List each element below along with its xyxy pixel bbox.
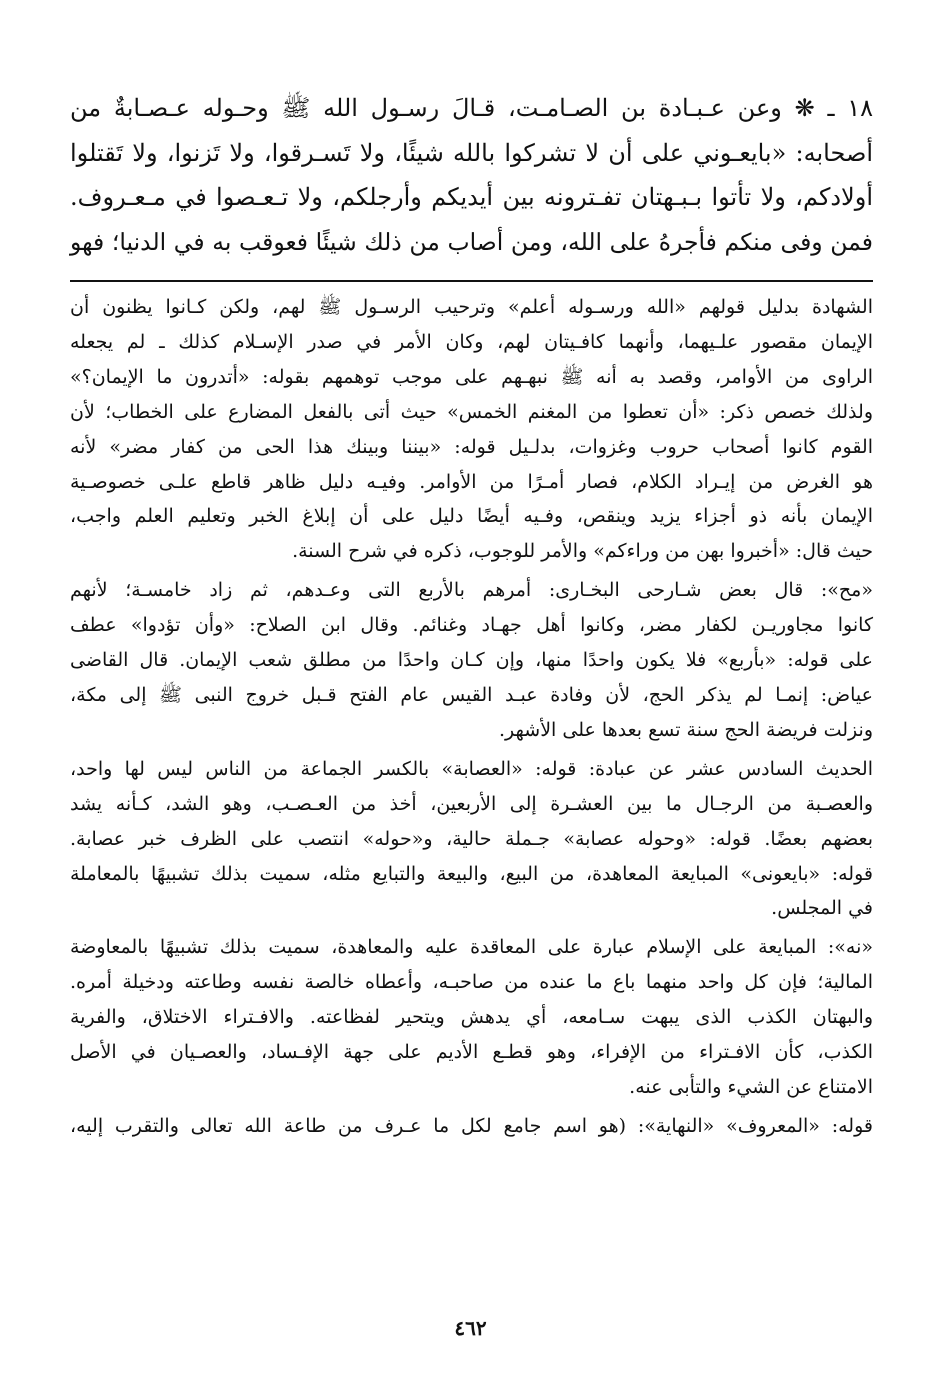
commentary-paragraph [70, 930, 873, 1105]
commentary [70, 290, 873, 1144]
commentary-line: هو الغرض من إيـراد الكلام، فصار أمـرًا من الأوامر. وفيـه دليل ظاهر قاطع علـى خصوصـية [70, 470, 873, 493]
commentary-line: ونزلت فريضة الحج سنة تسع بعدها على الأشهر. [499, 718, 873, 741]
commentary-line: قوله: «المعروف» «النهاية»: (هو اسم جامع لكل ما عـرف من طاعة الله تعالى والتقرب إليه، [70, 1114, 873, 1137]
commentary-line: كانوا مجاوريـن لكفار مضر، وكانوا أهل جهـاد وغنائم. وقال ابن الصلاح: «وأن تؤدوا» عطف [70, 614, 873, 637]
commentary-line: ولذلك خصص ذكر: «أن تعطوا من المغنم الخمس» حيث أتى بالفعل المضارع على الخطاب؛ لأن [70, 400, 873, 423]
commentary-line: الإيمان مقصور علـيهما، وأنهما كافـيتان لهم، وكان الأمر في صدر الإسـلام كذلك ـ لم يجعله [70, 330, 873, 353]
hadith-line: أولادكم، ولا تأتوا بـبـهتان تفـترونه بين أيديكم وأرجلكم، ولا تـعـصوا في مـعـروف. [70, 183, 873, 211]
hadith-line: فمن وفى منكم فأجرهُ على الله، ومن أصاب من ذلك شيئًا فعوقب به في الدنيا؛ فهو [70, 227, 874, 256]
hadith-line: أصحابه: «بايعـوني على أن لا تشركوا بالله شيئًا، ولا تَسـرقوا، ولا تَزنوا، ولا تَقتلوا [70, 138, 873, 167]
commentary-line: عياض: إنمـا لم يذكر الحج، لأن وفادة عبـد القيس عام الفتح قـبل خروج النبى ﷺ إلى مكة، [70, 683, 873, 706]
commentary-line: الراوى من الأوامر، وقصد به أنه ﷺ نبهـهم على موجب توهمهم بقوله: «أتدرون ما الإيمان؟» [70, 365, 873, 388]
separator-rule [70, 280, 873, 282]
commentary-line: والعصـبة من الرجـال ما بين العشـرة إلى الأربعين، أخذ من العـصـب، وهو الشد، كـأنه يشد [70, 792, 873, 815]
commentary-line: الحديث السادس عشر عن عبادة: قوله: «العصابة» بالكسر الجماعة من الناس ليس لها واحد، [70, 757, 873, 780]
commentary-line: حيث قال: «أخبروا بهن من وراءكم» والأمر للوجوب، ذكره في شرح السنة. [292, 540, 873, 563]
commentary-line: الامتناع عن الشيء والتأبى عنه. [629, 1075, 873, 1098]
commentary-line: الإيمان بأنه ذو أجزاء يزيد وينقص، وفـيه أيضًا دليل على أن إبلاغ الخبر وتعليم العلم واجب، [70, 505, 873, 528]
hadith-line: ١٨ ـ ❋ وعن عـبـادة بن الصـامـت، قـالَ رسـول الله ﷺ وحـوله عـصـابةٌ من [70, 94, 873, 122]
commentary-paragraph [70, 752, 873, 927]
commentary-line: الشهادة بدليل قولهم «الله ورسـوله أعلم» وترحيب الرسـول ﷺ لهم، ولكن كـانوا يظنون أن [70, 296, 873, 318]
commentary-line: بعضهم بعضًا. قوله: «وحوله عصابة» جـملة حالية، و«حوله» انتصب على الظرف خبر عصابة. [70, 827, 873, 850]
commentary-line: والبهتان الكذب الذى يبهت سـامعه، أي يدهش ويتحير لفظاعته. والافـتراء الاختلاق، والفرية [70, 1006, 873, 1029]
commentary-paragraph [70, 1109, 873, 1144]
commentary-line: قوله: «بايعونى» المبايعة المعاهدة، من البيع، والبيعة والتبايع مثله، سميت بذلك تشبيهًا بالمعاملة [70, 862, 873, 885]
hadith-text [70, 86, 873, 264]
commentary-line: القوم كانوا أصحاب حروب وغزوات، بدلـيل قوله: «بيننا وبينك هذا الحى من كفار مضر» لأنه [70, 435, 873, 458]
commentary-line: المالية؛ فإن كل واحد منهما باع ما عنده من صاحبـه، وأعطاه خالصة نفسه وطاعته ودخيلة أمره. [70, 971, 873, 994]
commentary-line: «مح»: قال بعض شـارحى البخـارى: أمرهم بالأربع التى وعـدهم، ثم زاد خامسـة؛ لأنهم [70, 579, 873, 602]
commentary-paragraph [70, 573, 873, 748]
page-number: ٤٦٢ [454, 1316, 487, 1340]
commentary-line: في المجلس. [771, 897, 873, 920]
commentary-line: الكذب، كأن الافـتراء من الإفراء، وهو قطـع الأديم على جهة الإفـساد، والعصـيان في الأصل [70, 1041, 873, 1064]
commentary-line: على قوله: «بأربع» فلا يكون واحدًا منها، وإن كـان واحدًا من مطلق شعب الإيمان. قال القاضى [70, 649, 873, 672]
commentary-line: «نه»: المبايعة على الإسلام عبارة على المعاقدة عليه والمعاهدة، سميت بذلك تشبيهًا بالمعاوضة [70, 936, 873, 959]
commentary-paragraph [70, 290, 873, 569]
